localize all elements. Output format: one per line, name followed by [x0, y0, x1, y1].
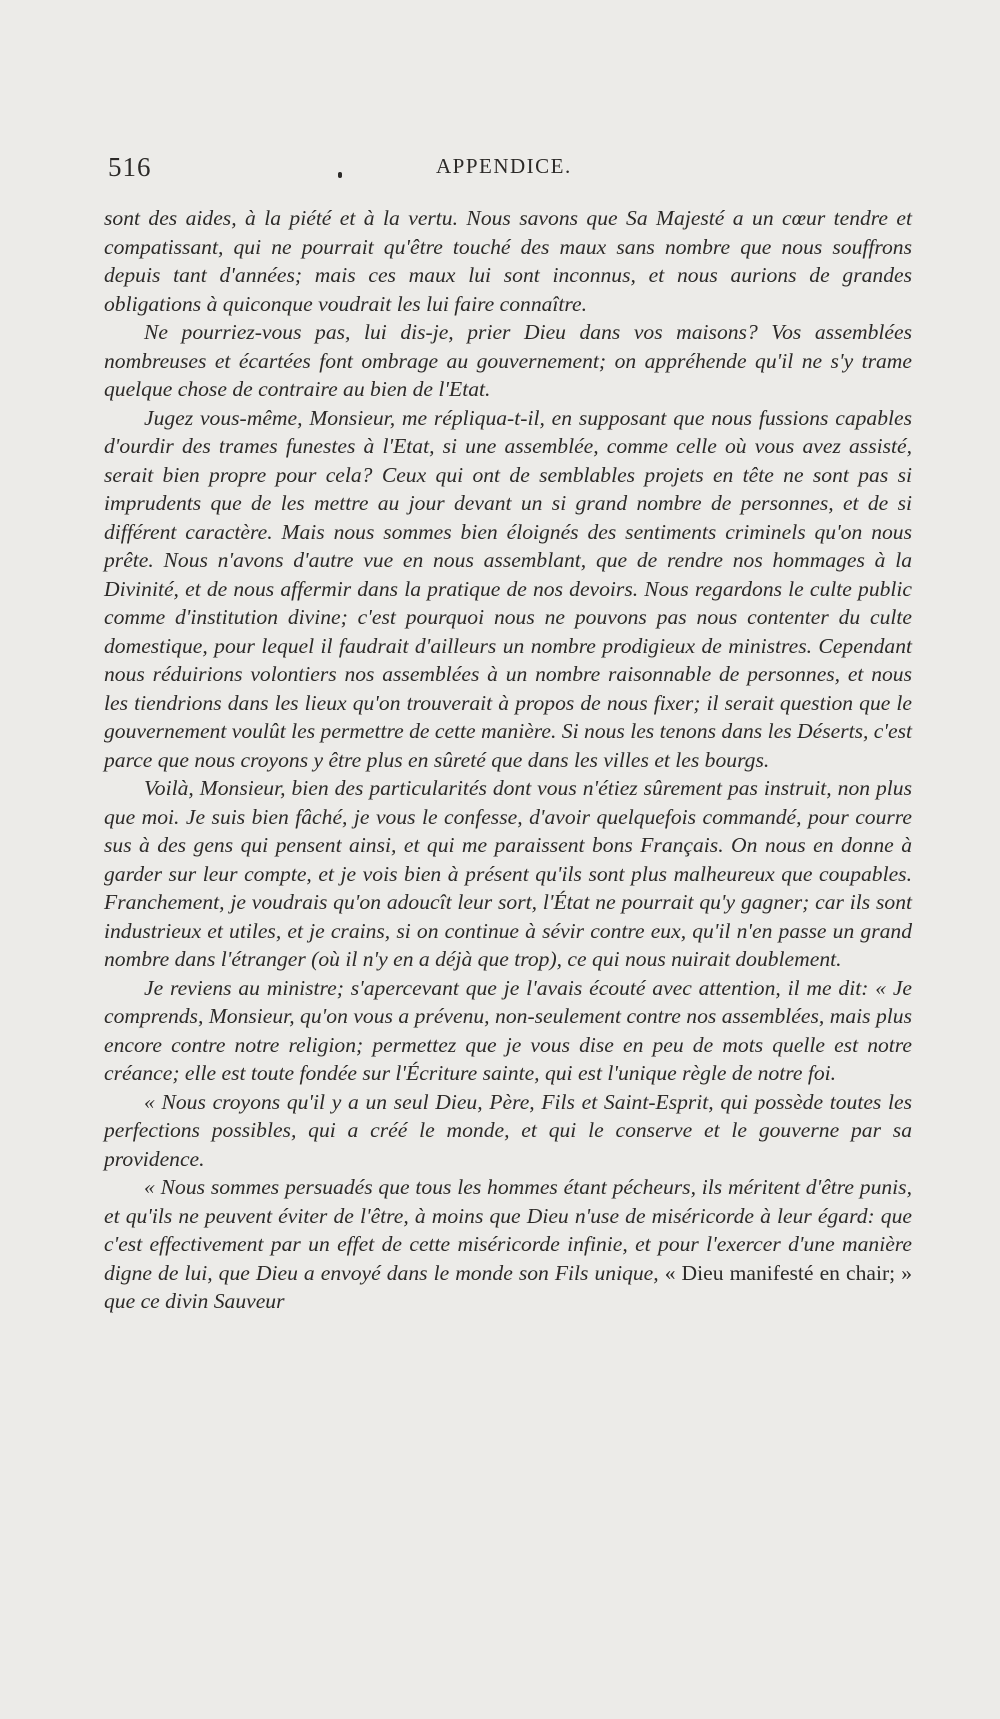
paragraph-7-text: « Nous sommes persuadés que tous les hommes étant pécheurs, ils méritent d'être punis, et qu'ils ne peuvent éviter de l'être, à moins que Dieu n'use de miséricorde à leur égard: que c'est effectivement par un effet de cette miséricorde infinie, et pour l'exercer d'une manière digne de lui, que Dieu a envoyé dans le monde son Fils unique,: [104, 1175, 912, 1285]
body-text: [104, 204, 912, 1316]
paragraph-6: « Nous croyons qu'il y a un seul Dieu, Père, Fils et Saint-Esprit, qui possède toutes les perfections possibles, qui a créé le monde, et qui le conserve et le gouverne par sa providence.: [104, 1089, 912, 1171]
ink-dot: [338, 172, 342, 178]
scripture-quote: « Dieu manifesté en chair; »: [664, 1260, 912, 1285]
paragraph-2: Ne pourriez-vous pas, lui dis-je, prier Dieu dans vos maisons? Vos assemblées nombreuses et écartées font ombrage au gouvernement; on appréhende qu'il ne s'y trame quelque chose de contraire au bien de l'Etat.: [104, 320, 912, 401]
paragraph-5: Je reviens au ministre; s'apercevant que je l'avais écouté avec attention, il me dit: « Je comprends, Monsieur, qu'on vous a prévenu, non-seulement contre nos assemblées, mais plus encore contre notre religion; permettez que je vous dise en peu de mots quelle est notre créance; elle est toute fondée sur l'Écriture sainte, qui est l'unique règle de notre foi.: [104, 975, 912, 1085]
paragraph-3: Jugez vous-même, Monsieur, me répliqua-t-il, en supposant que nous fussions capables d'ourdir des trames funestes à l'Etat, si une assemblée, comme celle où vous avez assisté, serait bien propre pour cela? Ceux qui ont de semblables projets en tête ne sont pas si imprudents que de les mettre au jour devant un si grand nombre de personnes, et de si différent caractère. Mais nous sommes bien éloignés des sentiments criminels qu'on nous prête. Nous n'avons d'autre vue en nous assemblant, que de rendre nos hommages à la Divinité, et de nous affermir dans la pratique de nos devoirs. Nous regardons le culte public comme d'institution divine; c'est pourquoi nous ne pouvons pas nous contenter du culte domestique, pour lequel il faudrait d'ailleurs un nombre prodigieux de ministres. Cependant nous réduirions volontiers nos assemblées à un nombre raisonnable de personnes, et nous les tiendrions dans les lieux qu'on trouverait à propos de nous fixer; il serait question que le gouvernement voulût les permettre de cette manière. Si nous les tenons dans les Déserts, c'est parce que nous croyons y être plus en sûreté que dans les villes et les bourgs.: [104, 405, 912, 772]
paragraph-7: [104, 1173, 912, 1316]
page-number: 516: [108, 152, 152, 182]
paragraph-1: sont des aides, à la piété et à la vertu. Nous savons que Sa Majesté a un cœur tendre et compatissant, qui ne pourrait qu'être touché des maux sans nombre que nous souffrons depuis tant d'années; mais ces maux lui sont inconnus, et nous aurions de grandes obligations à quiconque voudrait les lui faire connaître.: [104, 206, 912, 316]
running-head: APPENDICE.: [436, 154, 572, 178]
page-header: [104, 152, 912, 186]
paragraph-7-tail: que ce divin Sauveur: [104, 1289, 285, 1313]
paragraph-4: Voilà, Monsieur, bien des particularités dont vous n'étiez sûrement pas instruit, non plus que moi. Je suis bien fâché, je vous le confesse, d'avoir quelquefois commandé, pour courre sus à des gens qui pensent ainsi, et qui me paraissent bons Français. On nous en donne à garder sur leur compte, et je vois bien à présent qu'ils sont plus malheureux que coupables. Franchement, je voudrais qu'on adoucît leur sort, l'État ne pourrait qu'y gagner; car ils sont industrieux et utiles, et je crains, si on continue à sévir contre eux, qu'il n'en passe un grand nombre dans l'étranger (où il n'y en a déjà que trop), ce qui nous nuirait doublement.: [104, 776, 912, 971]
